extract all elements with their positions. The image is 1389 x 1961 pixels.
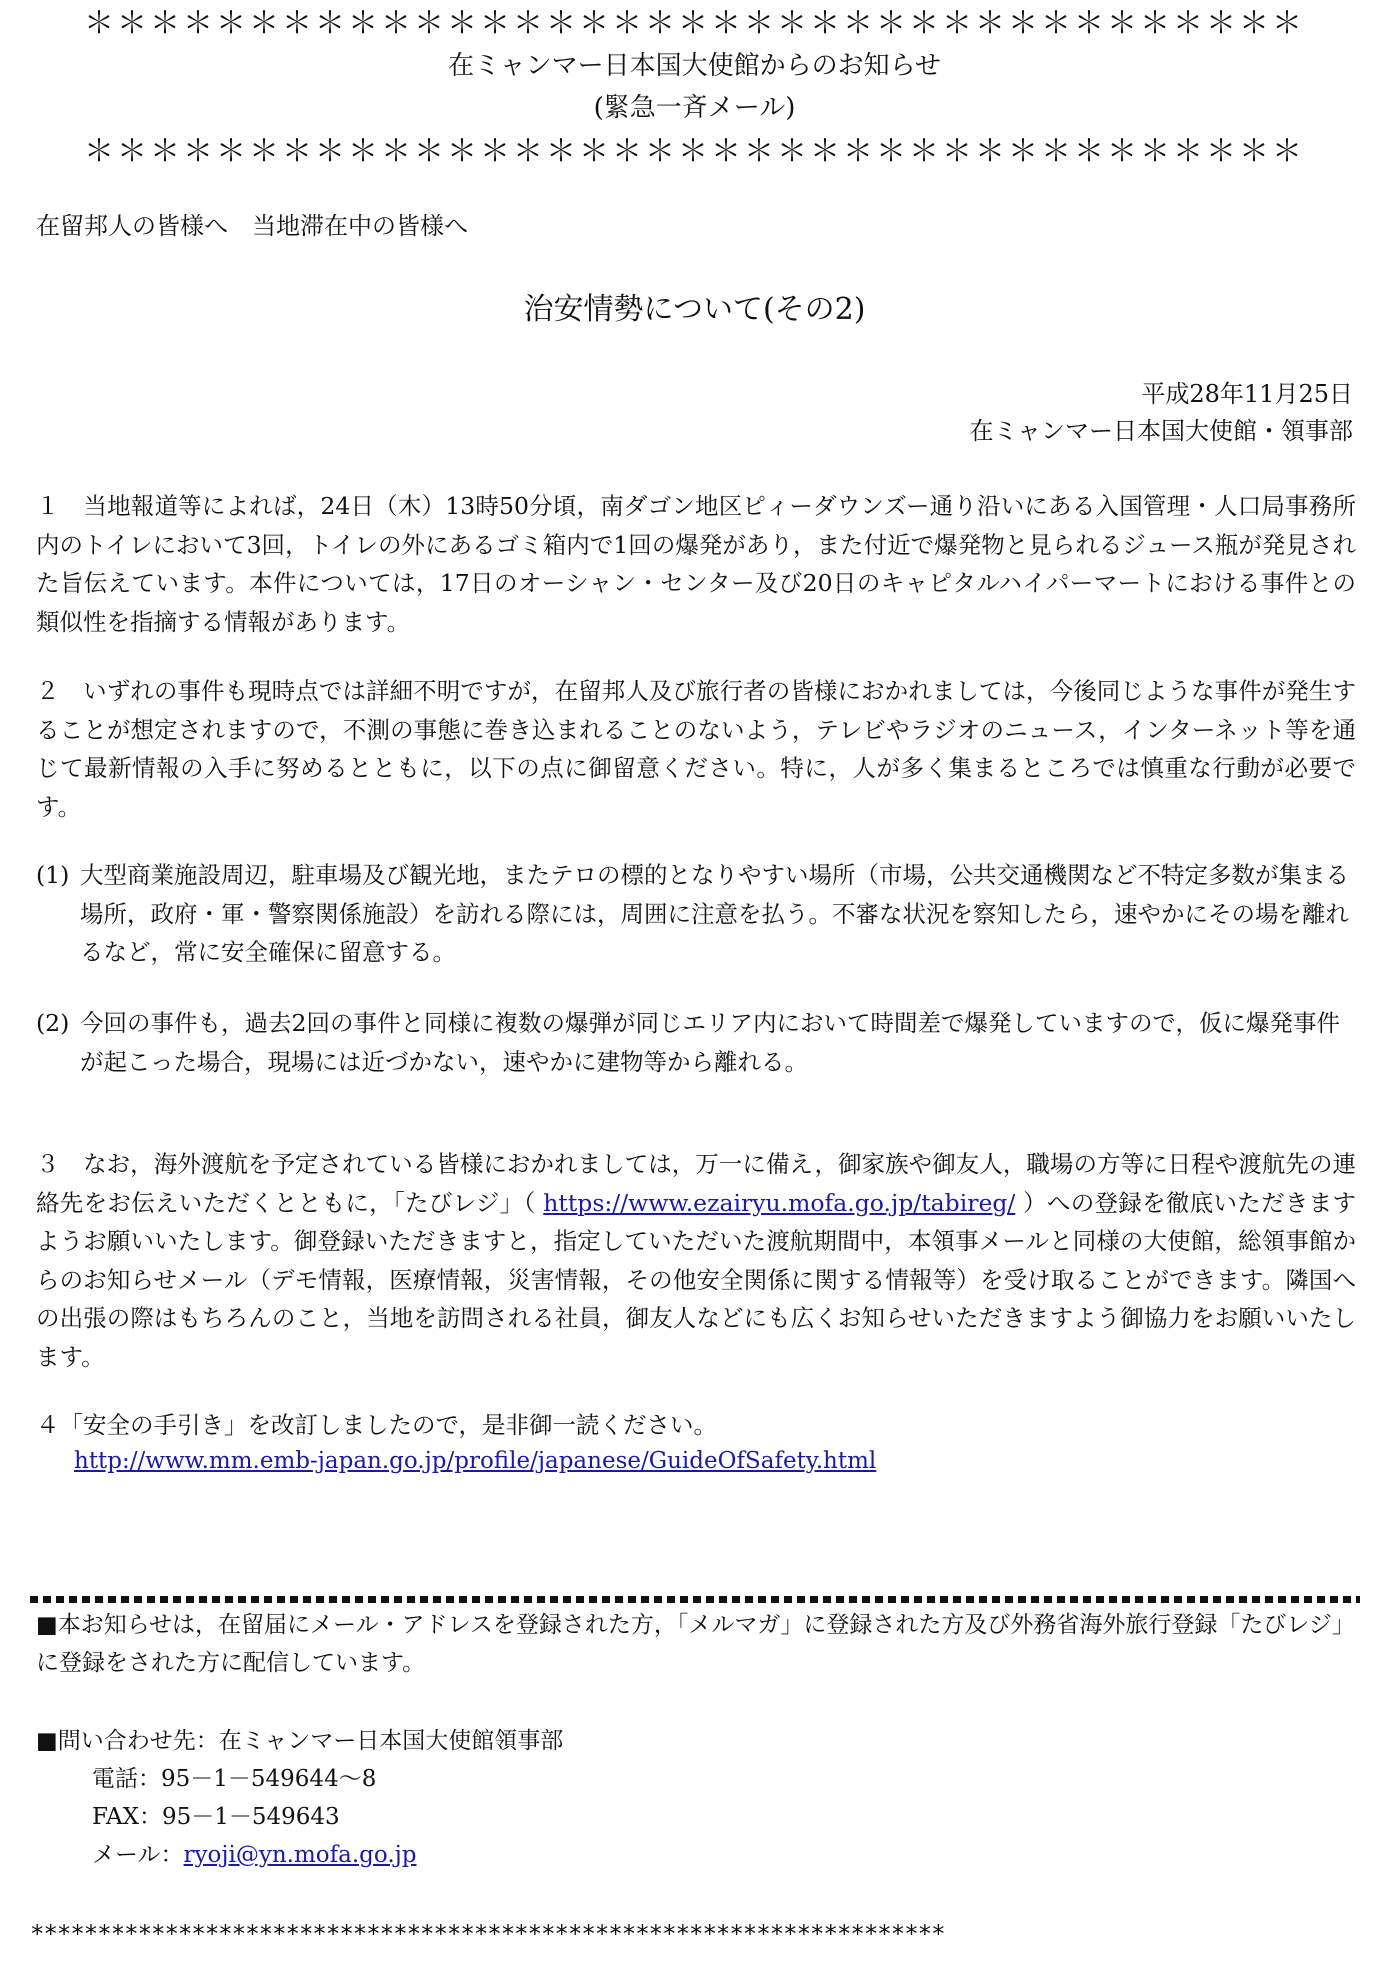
footer-stars: ********************************************************************: [30, 1920, 945, 1948]
sub-item-1-number: (1): [36, 861, 70, 889]
safety-guide-link[interactable]: http://www.mm.emb-japan.go.jp/profile/japanese/GuideOfSafety.html: [74, 1448, 877, 1474]
sub-item-1-text: 大型商業施設周辺，駐車場及び観光地，またテロの標的となりやすい場所（市場，公共交通機関など不特定多数が集まる場所，政府・軍・警察関係施設）を訪れる際には，周囲に注意を払う。不審な状況を察知したら，速やかにその場を離れるなど，常に安全確保に留意する。: [80, 861, 1349, 966]
document-title: 治安情勢について(その2): [523, 292, 866, 327]
contact-phone: 電話：95－1－549644～8: [92, 1766, 377, 1792]
contact-mail: [92, 1836, 417, 1874]
sub-item-2: [36, 1004, 1356, 1081]
safety-guide-url-line: [74, 1445, 876, 1477]
salutation: 在留邦人の皆様へ 当地滞在中の皆様へ: [36, 212, 468, 240]
header-stars-top: ＊＊＊＊＊＊＊＊＊＊＊＊＊＊＊＊＊＊＊＊＊＊＊＊＊＊＊＊＊＊＊＊＊＊＊＊＊: [84, 6, 1305, 41]
tabireg-link[interactable]: https://www.ezairyu.mofa.go.jp/tabireg/: [543, 1188, 1016, 1217]
issuing-organization: 在ミャンマー日本国大使館・領事部: [969, 417, 1353, 445]
paragraph-1: １ 当地報道等によれば，24日（木）13時50分頃，南ダゴン地区ピィーダウンズー通り沿いにある入国管理・人口局事務所内のトイレにおいて3回，トイレの外にあるゴミ箱内で1回の爆発があり，また付近で爆発物と見られるジュース瓶が発見された旨伝えています。本件については，17日のオーシャン・センター及び20日のキャピタルハイパーマートにおける事件との類似性を指摘する情報があります。: [36, 492, 1357, 636]
sub-item-1: [36, 856, 1356, 972]
contact-fax: FAX：95－1－549643: [92, 1804, 340, 1830]
paragraph-4: ４「安全の手引き」を改訂しましたので，是非御一読ください。: [36, 1411, 718, 1439]
sub-item-2-number: (2): [36, 1009, 70, 1037]
sub-item-2-text: 今回の事件も，過去2回の事件と同様に複数の爆弾が同じエリア内において時間差で爆発していますので，仮に爆発事件が起こった場合，現場には近づかない，速やかに建物等から離れる。: [80, 1009, 1340, 1076]
paragraph-2: ２ いずれの事件も現時点では詳細不明ですが，在留邦人及び旅行者の皆様におかれましては，今後同じような事件が発生することが想定されますので，不測の事態に巻き込まれることのないよう，テレビやラジオのニュース，インターネット等を通じて最新情報の入手に努めるとともに，以下の点に御留意ください。特に，人が多く集まるところでは慎重な行動が必要です。: [36, 677, 1356, 821]
paragraph-3: [36, 1145, 1356, 1376]
dotted-divider: [30, 1596, 1360, 1603]
header-subtitle: (緊急一斉メール): [593, 93, 796, 123]
header-title: 在ミャンマー日本国大使館からのお知らせ: [448, 51, 941, 81]
contact-mail-label: メール：: [92, 1842, 184, 1868]
footer-distribution-note: ■本お知らせは，在留届にメール・アドレスを登録された方，「メルマガ」に登録された方及び外務省海外旅行登録「たびレジ」に登録をされた方に配信しています。: [36, 1612, 1355, 1676]
contact-heading: ■問い合わせ先：在ミャンマー日本国大使館領事部: [36, 1728, 564, 1754]
paragraph-3-text-after: ）への登録を徹底いただきますようお願いいたします。御登録いただきますと，指定していただいた渡航期間中，本領事メールと同様の大使館，総領事館からのお知らせメール（デモ情報，医療情報，災害情報，その他安全関係に関する情報等）を受け取ることができます。隣国への出張の際はもちろんのこと，当地を訪問される社員，御友人などにも広くお知らせいただきますよう御協力をお願いいたします。: [36, 1188, 1356, 1371]
contact-mail-link[interactable]: ryoji@yn.mofa.go.jp: [183, 1842, 417, 1868]
header-stars-bottom: ＊＊＊＊＊＊＊＊＊＊＊＊＊＊＊＊＊＊＊＊＊＊＊＊＊＊＊＊＊＊＊＊＊＊＊＊＊: [84, 134, 1305, 169]
paragraph-3-text-before: ３ なお，海外渡航を予定されている皆様におかれましては，万一に備え，御家族や御友人，職場の方等に日程や渡航先の連絡先をお伝えいただくとともに，「たびレジ」（: [36, 1150, 1356, 1217]
issue-date: 平成28年11月25日: [1141, 380, 1353, 408]
